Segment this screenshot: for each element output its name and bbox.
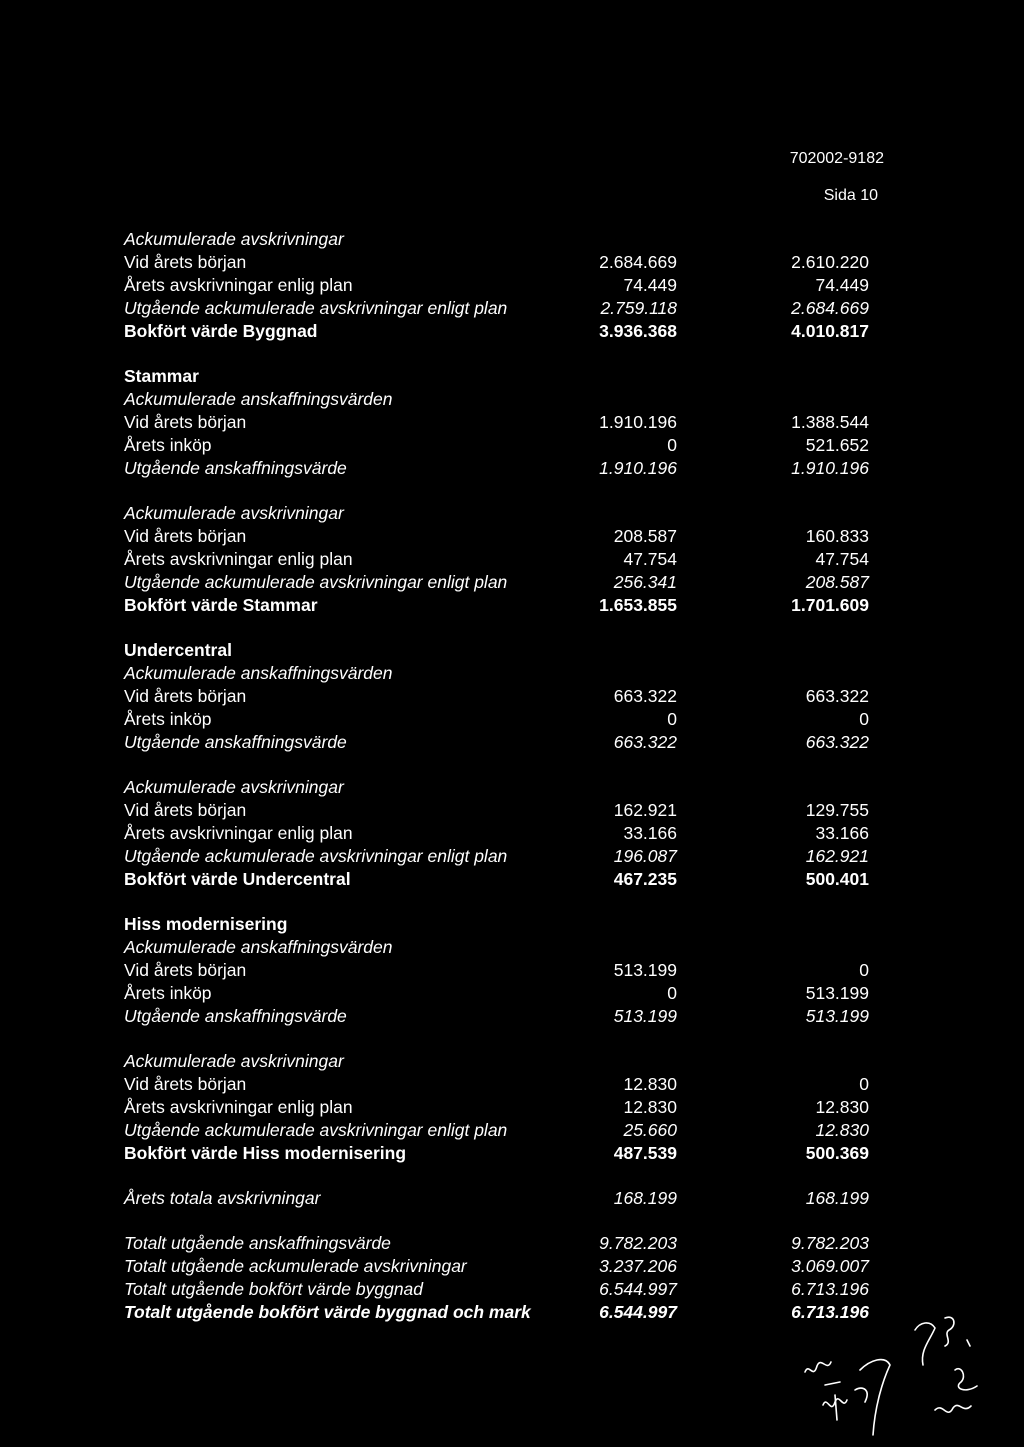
row-label: Totalt utgående bokfört värde byggnad: [124, 1279, 424, 1299]
row-label: Vid årets början: [124, 686, 247, 706]
previous-year-value: 2.684.669: [791, 298, 869, 318]
table-row: [124, 868, 884, 891]
current-year-value: 663.322: [613, 686, 677, 706]
table-row: [124, 1278, 884, 1301]
table-row: [124, 1187, 884, 1210]
current-year-value: 168.199: [613, 1188, 677, 1208]
row-label: Ackumulerade avskrivningar: [124, 777, 344, 797]
previous-year-value: 6.713.196: [791, 1279, 869, 1299]
row-label: Årets avskrivningar enlig plan: [124, 823, 353, 843]
previous-year-value: 12.830: [815, 1097, 869, 1117]
org-number: 702002-9182: [789, 150, 884, 167]
row-label: Vid årets början: [124, 412, 247, 432]
table-row: [124, 982, 884, 1005]
table-row: [124, 571, 884, 594]
previous-year-value: 1.910.196: [791, 458, 869, 478]
row-label: Årets inköp: [124, 435, 212, 455]
row-label: Årets totala avskrivningar: [124, 1188, 321, 1208]
row-label: Ackumulerade avskrivningar: [124, 503, 344, 523]
row-label: Vid årets början: [124, 526, 247, 546]
current-year-value: 0: [667, 983, 677, 1003]
current-year-value: 196.087: [613, 846, 677, 866]
current-year-value: 208.587: [613, 526, 677, 546]
table-row: [124, 388, 884, 411]
previous-year-value: 129.755: [805, 800, 869, 820]
current-year-value: 162.921: [613, 800, 677, 820]
row-label: Utgående ackumulerade avskrivningar enligt plan: [124, 846, 508, 866]
table-row: [124, 502, 884, 525]
handwritten-signatures: [795, 1310, 995, 1440]
table-row: [124, 434, 884, 457]
table-row: [124, 1142, 884, 1165]
row-label: Utgående anskaffningsvärde: [124, 458, 347, 478]
row-label: Vid årets början: [124, 252, 247, 272]
table-row: [124, 411, 884, 434]
current-year-value: 3.936.368: [599, 321, 677, 341]
row-gap: [124, 480, 884, 502]
row-label: Hiss modernisering: [124, 914, 288, 934]
table-row: [124, 594, 884, 617]
current-year-value: 2.759.118: [600, 298, 677, 318]
table-row: [124, 251, 884, 274]
previous-year-value: 6.713.196: [791, 1302, 869, 1322]
row-label: Årets inköp: [124, 709, 212, 729]
table-row: [124, 639, 884, 662]
current-year-value: 513.199: [613, 960, 677, 980]
previous-year-value: 47.754: [815, 549, 869, 569]
previous-year-value: 3.069.007: [791, 1256, 869, 1276]
table-row: [124, 1073, 884, 1096]
table-row: [124, 365, 884, 388]
row-label: Utgående ackumulerade avskrivningar enligt plan: [124, 1120, 508, 1140]
current-year-value: 513.199: [613, 1006, 677, 1026]
previous-year-value: 0: [859, 960, 869, 980]
row-label: Undercentral: [124, 640, 232, 660]
table-row: [124, 799, 884, 822]
current-year-value: 25.660: [623, 1120, 677, 1140]
table-row: [124, 685, 884, 708]
previous-year-value: 500.369: [805, 1143, 869, 1163]
row-gap: [124, 1165, 884, 1187]
row-label: Utgående ackumulerade avskrivningar enligt plan: [124, 298, 508, 318]
current-year-value: 47.754: [623, 549, 677, 569]
previous-year-value: 168.199: [805, 1188, 869, 1208]
table-row: [124, 320, 884, 343]
table-row: [124, 1301, 884, 1324]
page-number: Sida 10: [823, 187, 878, 204]
current-year-value: 1.653.855: [599, 595, 677, 615]
row-label: Totalt utgående anskaffningsvärde: [124, 1233, 391, 1253]
previous-year-value: 12.830: [815, 1120, 869, 1140]
table-row: [124, 959, 884, 982]
previous-year-value: 513.199: [805, 1006, 869, 1026]
table-row: [124, 708, 884, 731]
row-label: Årets avskrivningar enlig plan: [124, 1097, 353, 1117]
row-label: Utgående anskaffningsvärde: [124, 1006, 347, 1026]
row-label: Stammar: [124, 366, 199, 386]
table-row: [124, 1005, 884, 1028]
previous-year-value: 9.782.203: [791, 1233, 869, 1253]
row-label: Bokfört värde Hiss modernisering: [124, 1143, 407, 1163]
previous-year-value: 1.388.544: [791, 412, 869, 432]
table-row: [124, 1050, 884, 1073]
row-label: Vid årets början: [124, 1074, 247, 1094]
previous-year-value: 162.921: [805, 846, 869, 866]
table-row: [124, 297, 884, 320]
row-gap: [124, 1028, 884, 1050]
table-row: [124, 228, 884, 251]
table-row: [124, 731, 884, 754]
current-year-value: 6.544.997: [599, 1302, 677, 1322]
table-row: [124, 776, 884, 799]
table-row: [124, 457, 884, 480]
current-year-value: 256.341: [613, 572, 677, 592]
row-label: Vid årets början: [124, 800, 247, 820]
current-year-value: 467.235: [613, 869, 677, 889]
previous-year-value: 1.701.609: [791, 595, 869, 615]
previous-year-value: 500.401: [805, 869, 869, 889]
previous-year-value: 4.010.817: [791, 321, 869, 341]
row-label: Bokfört värde Byggnad: [124, 321, 318, 341]
current-year-value: 74.449: [623, 275, 677, 295]
table-row: [124, 548, 884, 571]
row-label: Bokfört värde Stammar: [124, 595, 318, 615]
table-row: [124, 936, 884, 959]
previous-year-value: 0: [859, 1074, 869, 1094]
row-label: Totalt utgående ackumulerade avskrivningar: [124, 1256, 467, 1276]
previous-year-value: 208.587: [805, 572, 869, 592]
previous-year-value: 2.610.220: [791, 252, 869, 272]
row-label: Årets avskrivningar enlig plan: [124, 275, 353, 295]
current-year-value: 1.910.196: [599, 458, 677, 478]
table-row: [124, 1096, 884, 1119]
previous-year-value: 513.199: [805, 983, 869, 1003]
current-year-value: 487.539: [613, 1143, 677, 1163]
row-label: Ackumulerade anskaffningsvärden: [124, 389, 393, 409]
table-row: [124, 1232, 884, 1255]
previous-year-value: 0: [859, 709, 869, 729]
table-row: [124, 913, 884, 936]
previous-year-value: 33.166: [815, 823, 869, 843]
depreciation-table: [124, 228, 884, 1324]
table-row: [124, 1255, 884, 1278]
previous-year-value: 663.322: [805, 732, 869, 752]
previous-year-value: 663.322: [805, 686, 869, 706]
table-row: [124, 822, 884, 845]
row-label: Ackumulerade avskrivningar: [124, 229, 344, 249]
row-gap: [124, 754, 884, 776]
row-label: Totalt utgående bokfört värde byggnad och mark: [124, 1302, 531, 1322]
current-year-value: 6.544.997: [599, 1279, 677, 1299]
row-label: Årets inköp: [124, 983, 212, 1003]
current-year-value: 1.910.196: [599, 412, 677, 432]
previous-year-value: 521.652: [805, 435, 869, 455]
table-row: [124, 1119, 884, 1142]
current-year-value: 2.684.669: [599, 252, 677, 272]
row-label: Ackumulerade anskaffningsvärden: [124, 937, 393, 957]
current-year-value: 12.830: [623, 1097, 677, 1117]
row-label: Bokfört värde Undercentral: [124, 869, 351, 889]
row-label: Ackumulerade avskrivningar: [124, 1051, 344, 1071]
table-row: [124, 845, 884, 868]
current-year-value: 0: [667, 709, 677, 729]
table-row: [124, 525, 884, 548]
row-label: Utgående anskaffningsvärde: [124, 732, 347, 752]
row-gap: [124, 891, 884, 913]
previous-year-value: 160.833: [805, 526, 869, 546]
current-year-value: 33.166: [623, 823, 677, 843]
row-label: Utgående ackumulerade avskrivningar enligt plan: [124, 572, 508, 592]
row-label: Årets avskrivningar enlig plan: [124, 549, 353, 569]
row-gap: [124, 1210, 884, 1232]
current-year-value: 0: [667, 435, 677, 455]
row-label: Ackumulerade anskaffningsvärden: [124, 663, 393, 683]
previous-year-value: 74.449: [815, 275, 869, 295]
current-year-value: 3.237.206: [599, 1256, 677, 1276]
current-year-value: 9.782.203: [599, 1233, 677, 1253]
current-year-value: 663.322: [613, 732, 677, 752]
table-row: [124, 662, 884, 685]
row-gap: [124, 343, 884, 365]
current-year-value: 12.830: [623, 1074, 677, 1094]
row-label: Vid årets början: [124, 960, 247, 980]
row-gap: [124, 617, 884, 639]
table-row: [124, 274, 884, 297]
